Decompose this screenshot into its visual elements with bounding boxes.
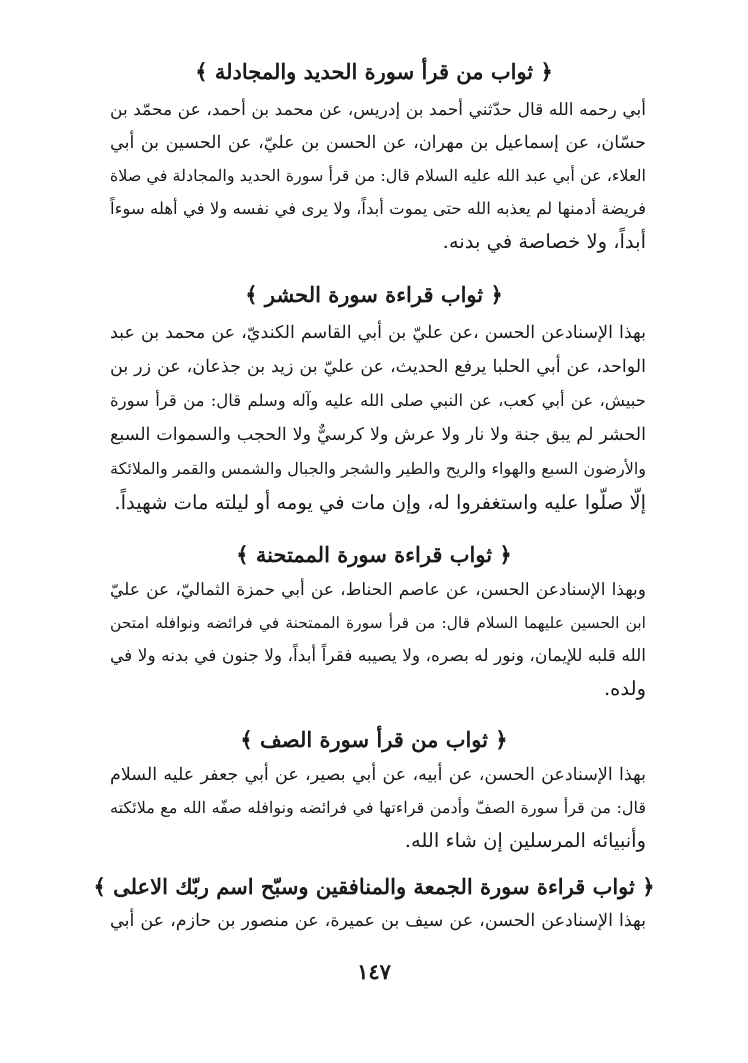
page-number: ١٤٧: [357, 959, 391, 984]
paragraph-line: العلاء، عن أبي عبد الله عليه السلام قال: من قرأ سورة الحديد والمجادلة في صلاة: [109, 166, 646, 185]
paragraph-line: أبداً، ولا خصاصة في بدنه.: [442, 230, 646, 253]
paragraph-line: أبي رحمه الله قال حدّثني أحمد بن إدريس، عن محمد بن أحمد، عن محمّد بن: [110, 100, 646, 120]
paragraph-line: إلّا صلّوا عليه واستغفروا له، وإن مات في يومه أو ليلته مات شهيداً.: [114, 491, 646, 514]
section-heading-jumua-munafiqun-ala: ﴿ ثواب قراءة سورة الجمعة والمنافقين وسبّح اسم ربّك الاعلى ﴾: [93, 874, 655, 899]
paragraph-line: بهذا الإسنادعن الحسن ،عن عليّ بن أبي القاسم الكنديّ، عن محمد بن عبد: [110, 323, 646, 343]
paragraph-line: وبهذا الإسنادعن الحسن، عن عاصم الحناط، عن أبي حمزة الثماليّ، عن عليّ: [110, 580, 646, 600]
paragraph-line: بهذا الإسنادعن الحسن، عن سيف بن عميرة، عن منصور بن حازم، عن أبي: [110, 911, 646, 931]
paragraph-line: والأرضون السبع والهواء والريح والطير والشجر والجبال والشمس والقمر والملائكة: [110, 459, 646, 478]
section-heading-hadid-mujadila: ﴿ ثواب من قرأ سورة الحديد والمجادلة ﴾: [195, 59, 553, 84]
paragraph-line: الحشر لم يبق جنة ولا نار ولا عرش ولا كرسيٌّ ولا الحجب والسموات السبع: [110, 425, 646, 445]
paragraph-line: فريضة أدمنها لم يعذبه الله حتى يموت أبداً، ولا يرى في نفسه ولا في أهله سوءاً: [110, 199, 646, 218]
paragraph-line: وأنبيائه المرسلين إن شاء الله.: [404, 829, 646, 852]
paragraph-line: الله قلبه للإيمان، ونور له بصره، ولا يصيبه فقراً أبداً، ولا جنون في بدنه ولا في: [110, 646, 646, 666]
paragraph-line: حبيش، عن أبي كعب، عن النبي صلى الله عليه وآله وسلم قال: من قرأ سورة: [110, 391, 646, 410]
paragraph-line: حسّان، عن إسماعيل بن مهران، عن الحسن بن عليّ، عن الحسين بن أبي: [110, 133, 646, 153]
section-heading-hashr: ﴿ ثواب قراءة سورة الحشر ﴾: [245, 282, 503, 307]
section-heading-mumtahina: ﴿ ثواب قراءة سورة الممتحنة ﴾: [236, 542, 512, 567]
paragraph-line: الواحد، عن أبي الحلبا يرفع الحديث، عن عليّ بن زيد بن جذعان، عن زر بن: [110, 357, 646, 377]
paragraph-line: قال: من قرأ سورة الصفّ وأدمن قراءتها في فرائضه ونوافله صفّه الله مع ملائكته: [110, 798, 646, 817]
paragraph-line: ولده.: [603, 677, 646, 700]
section-heading-saff: ﴿ ثواب من قرأ سورة الصف ﴾: [240, 727, 508, 752]
paragraph-line: بهذا الإسنادعن الحسن، عن أبيه، عن أبي بصير، عن أبي جعفر عليه السلام: [110, 765, 646, 785]
paragraph-line: ابن الحسين عليهما السلام قال: من قرأ سورة الممتحنة في فرائضه ونوافله امتحن: [110, 614, 646, 632]
